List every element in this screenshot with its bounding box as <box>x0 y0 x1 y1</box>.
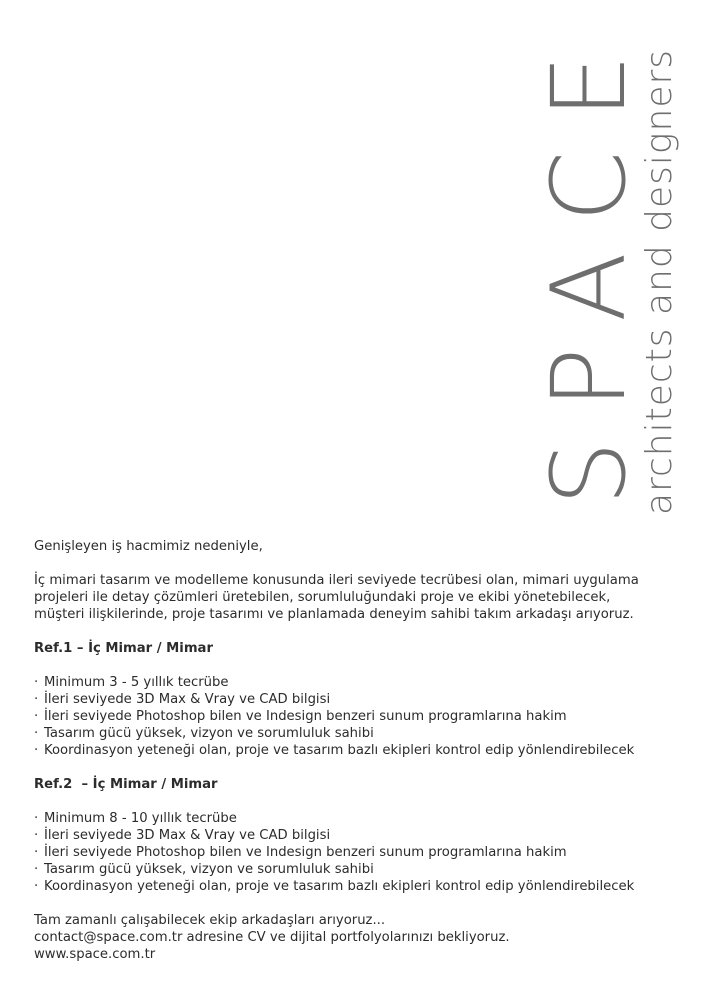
bullet-icon: · <box>34 845 39 860</box>
intro-paragraph <box>34 572 694 623</box>
logo-tagline: architects and designers <box>639 48 680 516</box>
bullet-icon: · <box>34 811 39 826</box>
contact-line: contact@space.com.tr adresine CV ve dijital portfolyolarınızı bekliyoruz. <box>34 930 510 945</box>
list-item: · Koordinasyon yeteneği olan, proje ve tasarım bazlı ekipleri kontrol edip yönlendirebilecek <box>34 879 635 894</box>
bullet-icon: · <box>34 828 39 843</box>
bullet-icon: · <box>34 862 39 877</box>
bullet-icon: · <box>34 743 39 758</box>
intro-paragraph-line: İç mimari tasarım ve modelleme konusunda ileri seviyede tecrübesi olan, mimari uygulama <box>34 573 639 588</box>
intro-line: Genişleyen iş hacmimiz nedeniyle, <box>34 539 263 554</box>
logo-wordmark: SPACE <box>530 22 649 506</box>
list-item: · Minimum 3 - 5 yıllık tecrübe <box>34 675 229 690</box>
logo <box>530 0 649 506</box>
list-item: · Koordinasyon yeteneği olan, proje ve tasarım bazlı ekipleri kontrol edip yönlendirebilecek <box>34 743 635 758</box>
logo-tagline-block <box>639 20 680 516</box>
list-item: · İleri seviyede 3D Max & Vray ve CAD bilgisi <box>34 692 331 707</box>
bullet-icon: · <box>34 726 39 741</box>
bullet-icon: · <box>34 692 39 707</box>
bullet-icon: · <box>34 879 39 894</box>
job-posting <box>34 538 694 963</box>
ref-1-title: Ref.1 – İç Mimar / Mimar <box>34 641 213 656</box>
list-item: · İleri seviyede 3D Max & Vray ve CAD bilgisi <box>34 828 331 843</box>
list-item: · İleri seviyede Photoshop bilen ve Indesign benzeri sunum programlarına hakim <box>34 845 567 860</box>
intro-paragraph-line: müşteri ilişkilerinde, proje tasarımı ve planlamada deneyim sahibi takım arkadaşı arıyoruz. <box>34 607 634 622</box>
intro-paragraph-line: projeleri ile detay çözümleri üretebilen, sorumluluğundaki proje ve ekibi yönetebilecek, <box>34 590 611 605</box>
list-item: · İleri seviyede Photoshop bilen ve Indesign benzeri sunum programlarına hakim <box>34 709 567 724</box>
bullet-icon: · <box>34 675 39 690</box>
list-item: · Minimum 8 - 10 yıllık tecrübe <box>34 811 237 826</box>
list-item: · Tasarım gücü yüksek, vizyon ve sorumluluk sahibi <box>34 726 374 741</box>
website-link[interactable]: www.space.com.tr <box>34 947 156 962</box>
ref-2-requirements <box>34 810 694 895</box>
list-item: · Tasarım gücü yüksek, vizyon ve sorumluluk sahibi <box>34 862 374 877</box>
closing-line: Tam zamanlı çalışabilecek ekip arkadaşları arıyoruz... <box>34 913 386 928</box>
ref-2-title: Ref.2 – İç Mimar / Mimar <box>34 777 218 792</box>
ref-1-requirements <box>34 674 694 759</box>
bullet-icon: · <box>34 709 39 724</box>
